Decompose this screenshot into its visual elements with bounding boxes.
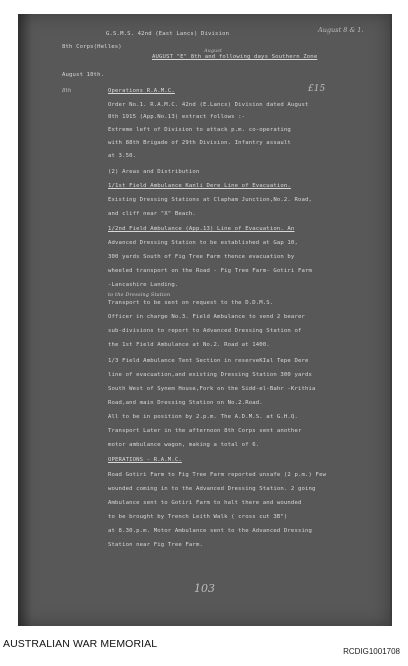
doc-line-22: Officer in charge No.3. Field Ambulance to send 2 bearer: [108, 314, 305, 320]
doc-line-03: AUGUST "E" 8th and following days Southern Zone: [152, 54, 318, 60]
doc-line-10: at 3.50.: [108, 153, 137, 159]
over-date-note: August: [204, 48, 222, 54]
folio-number: 103: [194, 582, 215, 595]
doc-line-13: Existing Dressing Stations at Clapham Junction,No.2. Road,: [108, 197, 313, 203]
doc-line-05: Operations R.A.M.C.: [108, 88, 175, 94]
doc-line-16: Advanced Dressing Station to be established at Gap 10,: [108, 240, 298, 246]
margin-date: 8th: [62, 88, 72, 94]
margin-number: £15: [308, 84, 326, 94]
doc-line-25: 1/3 Field Ambulance Tent Section in reserveKIal Tepe Dere: [108, 358, 309, 364]
doc-line-26: line of evacuation,and existing Dressing Station 300 yards: [108, 372, 313, 378]
document-page: [18, 14, 392, 626]
doc-line-24: the 1st Field Ambulance at No.2. Road at 1400.: [108, 342, 270, 348]
doc-line-34: wounded coming in to the Advanced Dressing Station. 2 going: [108, 486, 316, 492]
doc-line-33: Road Gotiri Farm to Fig Tree Farm reported unsafe (2 p.m.) Few: [108, 472, 327, 478]
doc-line-30: Transport Later in the afternoon 8th Corps sent another: [108, 428, 302, 434]
doc-line-27: South West of Synem House,Fork on the Sidd-el-Bahr -Krithia: [108, 386, 316, 392]
doc-line-21: Transport to be sent on request to the D.D.M.S.: [108, 300, 274, 306]
doc-line-20: to the Dressing Station: [108, 292, 171, 298]
doc-line-17: 300 yards South of Fig Tree Farm thence evacuation by: [108, 254, 295, 260]
doc-line-15: 1/2nd Field Ambulance (App.13) Line of Evacuation. An: [108, 226, 295, 232]
doc-line-32: OPERATIONS - R.A.M.C.: [108, 457, 182, 463]
doc-line-37: at 8.30.p.m. Motor Ambulance sent to the Advanced Dressing: [108, 528, 313, 534]
doc-line-01: G.S.M.S. 42nd (East Lancs) Division: [106, 31, 230, 37]
corner-reference: August 8 & 1.: [318, 26, 364, 34]
doc-line-09: with 88th Brigade of 29th Division. Infantry assault: [108, 140, 291, 146]
doc-line-06: Order No.1. R.A.M.C. 42nd (E.Lancs) Division dated August: [108, 102, 309, 108]
archive-reference: RCDIG1001708: [343, 647, 400, 656]
doc-line-38: Station near Fig Tree Farm.: [108, 542, 203, 548]
doc-line-08: Extreme left of Division to attack p.m. co-operating: [108, 127, 291, 133]
doc-line-07: 8th 1915 (App.No.13) extract follows :-: [108, 114, 246, 120]
doc-line-04: August 10th.: [62, 72, 105, 78]
doc-line-02: 8th Corps(Helles): [62, 44, 122, 50]
doc-line-19: -Lancashire Landing.: [108, 282, 179, 288]
doc-line-23: sub-divisions to report to Advanced Dressing Station of: [108, 328, 302, 334]
doc-line-29: All to be in position by 2.p.m. The A.D.M.S. at G.H.Q.: [108, 414, 298, 420]
doc-line-11: (2) Areas and Distribution: [108, 169, 200, 175]
doc-line-14: and cliff near "X" Beach.: [108, 211, 196, 217]
doc-line-28: Road,and main Dressing Station on No.2.Road.: [108, 400, 263, 406]
archive-footer: [0, 637, 408, 666]
archive-name: AUSTRALIAN WAR MEMORIAL: [3, 638, 158, 650]
doc-line-18: wheeled transport on the Road - Fig Tree Farm- Gotiri Farm: [108, 268, 313, 274]
doc-line-36: to be brought by Trench Leith Walk ( cross cut 3B"): [108, 514, 288, 520]
doc-line-35: Ambulance sent to Gotiri Farm to halt there and wounded: [108, 500, 302, 506]
doc-line-12: 1/1st Field Ambulance Kanli Dere Line of Evacuation.: [108, 183, 291, 189]
doc-line-31: motor ambulance wagon, making a total of 6.: [108, 442, 260, 448]
